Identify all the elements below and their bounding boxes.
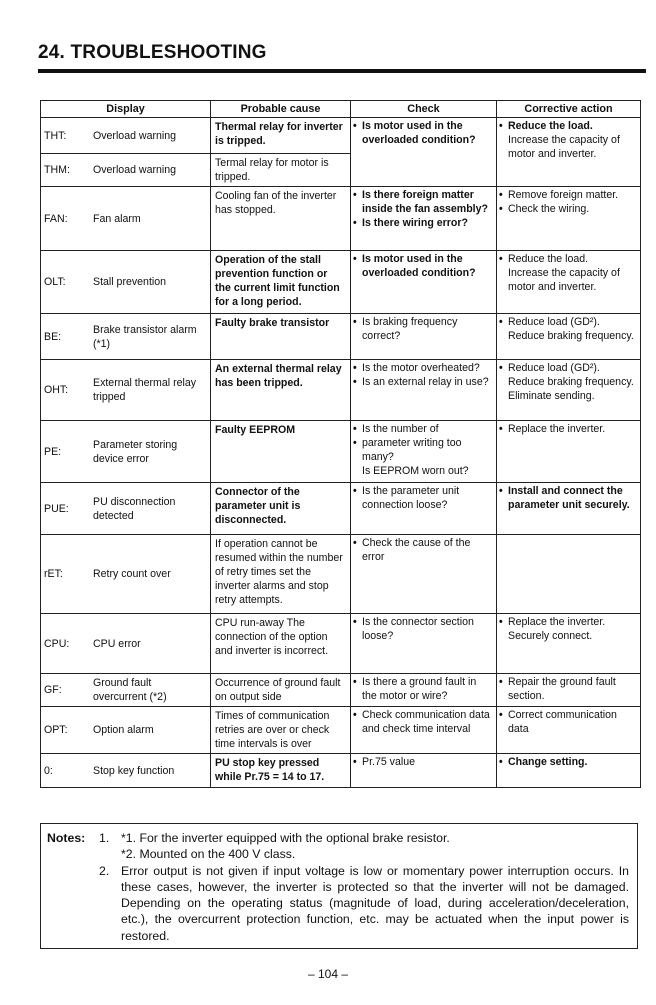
probable-cause-cell: Connector of the parameter unit is disconnected.: [211, 483, 351, 535]
table-row: [41, 118, 641, 154]
corrective-action-cell: [497, 421, 641, 483]
display-cell: [41, 360, 211, 421]
check-text: Is the number of: [362, 423, 439, 435]
bullet-icon: •: [353, 756, 357, 768]
check-cell: [351, 674, 497, 707]
action-bullet-item: [499, 422, 636, 436]
bullet-icon: •: [499, 616, 503, 628]
check-cell: [351, 187, 497, 251]
bullet-icon: •: [499, 709, 503, 721]
corrective-action-cell: [497, 118, 641, 187]
check-text: parameter writing too many?: [362, 437, 462, 463]
display-code: OPT:: [44, 724, 68, 736]
check-cell: [351, 118, 497, 187]
check-bullet-item: [353, 119, 492, 147]
action-bullet-item: [499, 361, 636, 375]
display-entry: [41, 754, 210, 787]
bullet-icon: •: [499, 120, 503, 132]
display-entry: [41, 187, 210, 250]
display-cell: [41, 707, 211, 754]
display-code: PE:: [44, 445, 62, 458]
bullet-icon: •: [353, 189, 357, 201]
check-continuation-text: Is EEPROM worn out?: [362, 465, 469, 477]
table-row: [41, 421, 641, 483]
display-cell: [41, 674, 211, 707]
action-bullet-item: [499, 202, 636, 216]
bullet-icon: •: [353, 120, 357, 132]
action-continuation-text: Increase the capacity of motor and inverter.: [508, 134, 620, 160]
notes-label: Notes:: [47, 831, 86, 845]
check-cell: [351, 421, 497, 483]
action-text: Check the wiring.: [508, 203, 590, 215]
display-code: THT:: [44, 129, 67, 142]
action-continuation-text: Reduce braking frequency.: [508, 330, 634, 342]
check-bullet-item: [353, 708, 492, 736]
bullet-icon: •: [499, 203, 503, 215]
check-bullet-item: [353, 484, 492, 512]
table-row: [41, 754, 641, 788]
display-cell: [41, 118, 211, 154]
check-text: Is there foreign matter inside the fan assembly?: [362, 189, 488, 215]
page-heading: 24. TROUBLESHOOTING: [38, 42, 267, 63]
check-text: Is there a ground fault in the motor or wire?: [362, 676, 477, 702]
bullet-icon: •: [499, 676, 503, 688]
check-cell: [351, 314, 497, 360]
action-text: Replace the inverter.: [508, 616, 606, 628]
check-bullet-item: [353, 536, 492, 564]
check-bullet-item: [353, 755, 492, 769]
display-cell: [41, 314, 211, 360]
check-text: Check communication data and check time interval: [362, 709, 490, 735]
corrective-action-cell: [497, 707, 641, 754]
display-name: Overload warning: [93, 164, 177, 176]
corrective-action-cell: [497, 187, 641, 251]
check-bullet-item: [353, 216, 492, 230]
corrective-action-cell: [497, 251, 641, 314]
display-cell: [41, 187, 211, 251]
note-number: 1.: [99, 831, 110, 845]
page-number: – 104 –: [307, 967, 349, 981]
display-name: Stall prevention: [93, 276, 167, 288]
notes-box: [40, 823, 638, 949]
check-bullet-item: [353, 188, 492, 216]
corrective-action-cell: [497, 535, 641, 614]
troubleshooting-table-container: [40, 100, 640, 788]
check-text: Is an external relay in use?: [362, 376, 489, 388]
action-text: Remove foreign matter.: [508, 189, 619, 201]
display-name: CPU error: [93, 637, 141, 650]
check-text: Is the connector section loose?: [362, 616, 474, 642]
display-code: PUE:: [44, 502, 69, 515]
table-row: [41, 535, 641, 614]
display-name: Fan alarm: [93, 212, 141, 225]
check-cell: [351, 360, 497, 421]
action-bullet-item: [499, 315, 636, 329]
display-code: THM:: [44, 164, 70, 176]
display-entry: [41, 118, 210, 153]
note-text: *1. For the inverter equipped with the optional brake resistor.: [121, 831, 450, 845]
bullet-icon: •: [499, 189, 503, 201]
display-cell: [41, 483, 211, 535]
display-cell: [41, 421, 211, 483]
bullet-icon: •: [499, 485, 503, 497]
display-name: PU disconnection detected: [93, 495, 176, 522]
action-bullet-item: [499, 188, 636, 202]
header-corrective-action: Corrective action: [497, 101, 641, 118]
action-continuation-text: Increase the capacity of motor and inverter.: [508, 267, 620, 293]
bullet-icon: •: [353, 537, 357, 549]
corrective-action-cell: [497, 314, 641, 360]
display-cell: [41, 754, 211, 788]
table-row: [41, 314, 641, 360]
action-bullet-item: [499, 708, 636, 736]
bullet-icon: •: [353, 362, 357, 374]
check-cell: [351, 535, 497, 614]
note-number: 2.: [99, 863, 110, 878]
action-bullet-item: [499, 119, 636, 133]
table-row: [41, 187, 641, 251]
bullet-icon: •: [353, 316, 357, 328]
corrective-action-cell: [497, 614, 641, 674]
check-bullet-item: [353, 615, 492, 643]
action-bullet-item: [499, 615, 636, 629]
bullet-icon: •: [353, 485, 357, 497]
check-text: Is motor used in the overloaded condition?: [362, 253, 476, 279]
bullet-icon: •: [353, 423, 357, 435]
display-entry: [41, 251, 210, 313]
bullet-icon: •: [499, 423, 503, 435]
action-text: Reduce the load.: [508, 253, 589, 265]
display-code: GF:: [44, 684, 62, 696]
display-name: Stop key function: [93, 764, 175, 777]
display-name: Brake transistor alarm (*1): [93, 323, 197, 350]
probable-cause-cell: Termal relay for motor is tripped.: [211, 154, 351, 187]
check-bullet-item: [353, 422, 492, 436]
check-bullet-item: [353, 252, 492, 280]
display-entry: [41, 707, 210, 753]
bullet-icon: •: [353, 616, 357, 628]
bullet-icon: •: [353, 217, 357, 229]
action-bullet-item: [499, 252, 636, 266]
check-text: Is motor used in the overloaded condition?: [362, 120, 476, 146]
action-text: Change setting.: [508, 756, 588, 768]
display-entry: [41, 314, 210, 359]
check-bullet-item: [353, 315, 492, 343]
display-code: BE:: [44, 330, 62, 343]
troubleshooting-table: [40, 100, 641, 788]
table-body: [41, 118, 641, 788]
check-cell: [351, 614, 497, 674]
display-entry: [41, 154, 210, 186]
display-name: Overload warning: [93, 129, 177, 142]
display-cell: [41, 251, 211, 314]
bullet-icon: •: [353, 437, 357, 449]
action-bullet-item: [499, 675, 636, 703]
table-row: [41, 674, 641, 707]
check-text: Is the motor overheated?: [362, 362, 480, 374]
check-cell: [351, 707, 497, 754]
display-name: External thermal relay tripped: [93, 377, 197, 403]
bullet-icon: •: [499, 253, 503, 265]
note-text: Error output is not given if input voltage is low or momentary power interruption occurs. In these cases, however, the inverter is protected so that the inverter will not be damaged. Depending on the operating status (magnitude of load, during acceleration/deceleration, etc.), the overcurrent protection function, etc. may be actuated when the input power is restored.: [121, 863, 629, 943]
header-probable-cause: Probable cause: [211, 101, 351, 118]
table-header-row: [41, 101, 641, 118]
display-cell: [41, 154, 211, 187]
probable-cause-cell: An external thermal relay has been tripped.: [211, 360, 351, 421]
bullet-icon: •: [499, 362, 503, 374]
display-code: OLT:: [44, 276, 66, 288]
display-entry: [41, 483, 210, 534]
display-entry: [41, 360, 210, 420]
table-row: [41, 483, 641, 535]
header-check: Check: [351, 101, 497, 118]
heading-rule: [38, 69, 646, 73]
display-name: Option alarm: [93, 724, 154, 736]
display-name: Ground fault overcurrent (*2): [93, 677, 167, 703]
probable-cause-cell: Occurrence of ground fault on output side: [211, 674, 351, 707]
probable-cause-cell: Faulty brake transistor: [211, 314, 351, 360]
probable-cause-cell: PU stop key pressed while Pr.75 = 14 to 17.: [211, 754, 351, 788]
action-text: Replace the inverter.: [508, 423, 606, 435]
check-bullet-item: [353, 361, 492, 375]
check-text: Is there wiring error?: [362, 217, 468, 229]
corrective-action-cell: [497, 483, 641, 535]
corrective-action-cell: [497, 360, 641, 421]
display-code: rET:: [44, 568, 63, 580]
display-entry: [41, 674, 210, 706]
table-row: [41, 251, 641, 314]
check-cell: [351, 251, 497, 314]
table-row: [41, 707, 641, 754]
probable-cause-cell: Times of communication retries are over or check time intervals is over: [211, 707, 351, 754]
check-cell: [351, 483, 497, 535]
action-text: Correct communication data: [508, 709, 617, 735]
check-text: Check the cause of the error: [362, 537, 471, 563]
bullet-icon: •: [499, 316, 503, 328]
check-bullet-item: [353, 375, 492, 389]
check-cell: [351, 754, 497, 788]
corrective-action-cell: [497, 754, 641, 788]
table-row: [41, 360, 641, 421]
action-text: Repair the ground fault section.: [508, 676, 616, 702]
bullet-icon: •: [353, 676, 357, 688]
probable-cause-cell: Operation of the stall prevention function or the current limit function for a long period.: [211, 251, 351, 314]
action-bullet-item: [499, 484, 636, 512]
display-name: Parameter storing device error: [93, 438, 178, 465]
display-entry: [41, 421, 210, 482]
action-continuation-text: Reduce braking frequency. Eliminate sending.: [508, 376, 634, 402]
bullet-icon: •: [353, 709, 357, 721]
display-code: FAN:: [44, 212, 68, 225]
corrective-action-cell: [497, 674, 641, 707]
check-text: Is the parameter unit connection loose?: [362, 485, 460, 511]
bullet-icon: •: [499, 756, 503, 768]
probable-cause-cell: Thermal relay for inverter is tripped.: [211, 118, 351, 154]
action-text: Reduce load (GD²).: [508, 316, 600, 328]
display-code: 0:: [44, 764, 53, 777]
action-text: Reduce load (GD²).: [508, 362, 600, 374]
probable-cause-cell: If operation cannot be resumed within the number of retry times set the inverter alarms and stop retry attempts.: [211, 535, 351, 614]
display-entry: [41, 535, 210, 613]
check-text: Pr.75 value: [362, 756, 416, 768]
display-cell: [41, 535, 211, 614]
probable-cause-cell: Faulty EEPROM: [211, 421, 351, 483]
action-continuation-text: Securely connect.: [508, 630, 593, 642]
action-text: Reduce the load.: [508, 120, 593, 132]
note-text: *2. Mounted on the 400 V class.: [121, 847, 296, 862]
header-display: Display: [41, 101, 211, 118]
check-bullet-item: [353, 436, 492, 464]
check-text: Is braking frequency correct?: [362, 316, 458, 342]
bullet-icon: •: [353, 253, 357, 265]
action-bullet-item: [499, 755, 636, 769]
probable-cause-cell: Cooling fan of the inverter has stopped.: [211, 187, 351, 251]
display-entry: [41, 614, 210, 673]
display-code: OHT:: [44, 384, 69, 396]
display-cell: [41, 614, 211, 674]
display-name: Retry count over: [93, 568, 171, 580]
display-code: CPU:: [44, 637, 70, 650]
bullet-icon: •: [353, 376, 357, 388]
table-row: [41, 614, 641, 674]
check-bullet-item: [353, 675, 492, 703]
probable-cause-cell: CPU run-away The connection of the option and inverter is incorrect.: [211, 614, 351, 674]
action-text: Install and connect the parameter unit securely.: [508, 485, 630, 511]
